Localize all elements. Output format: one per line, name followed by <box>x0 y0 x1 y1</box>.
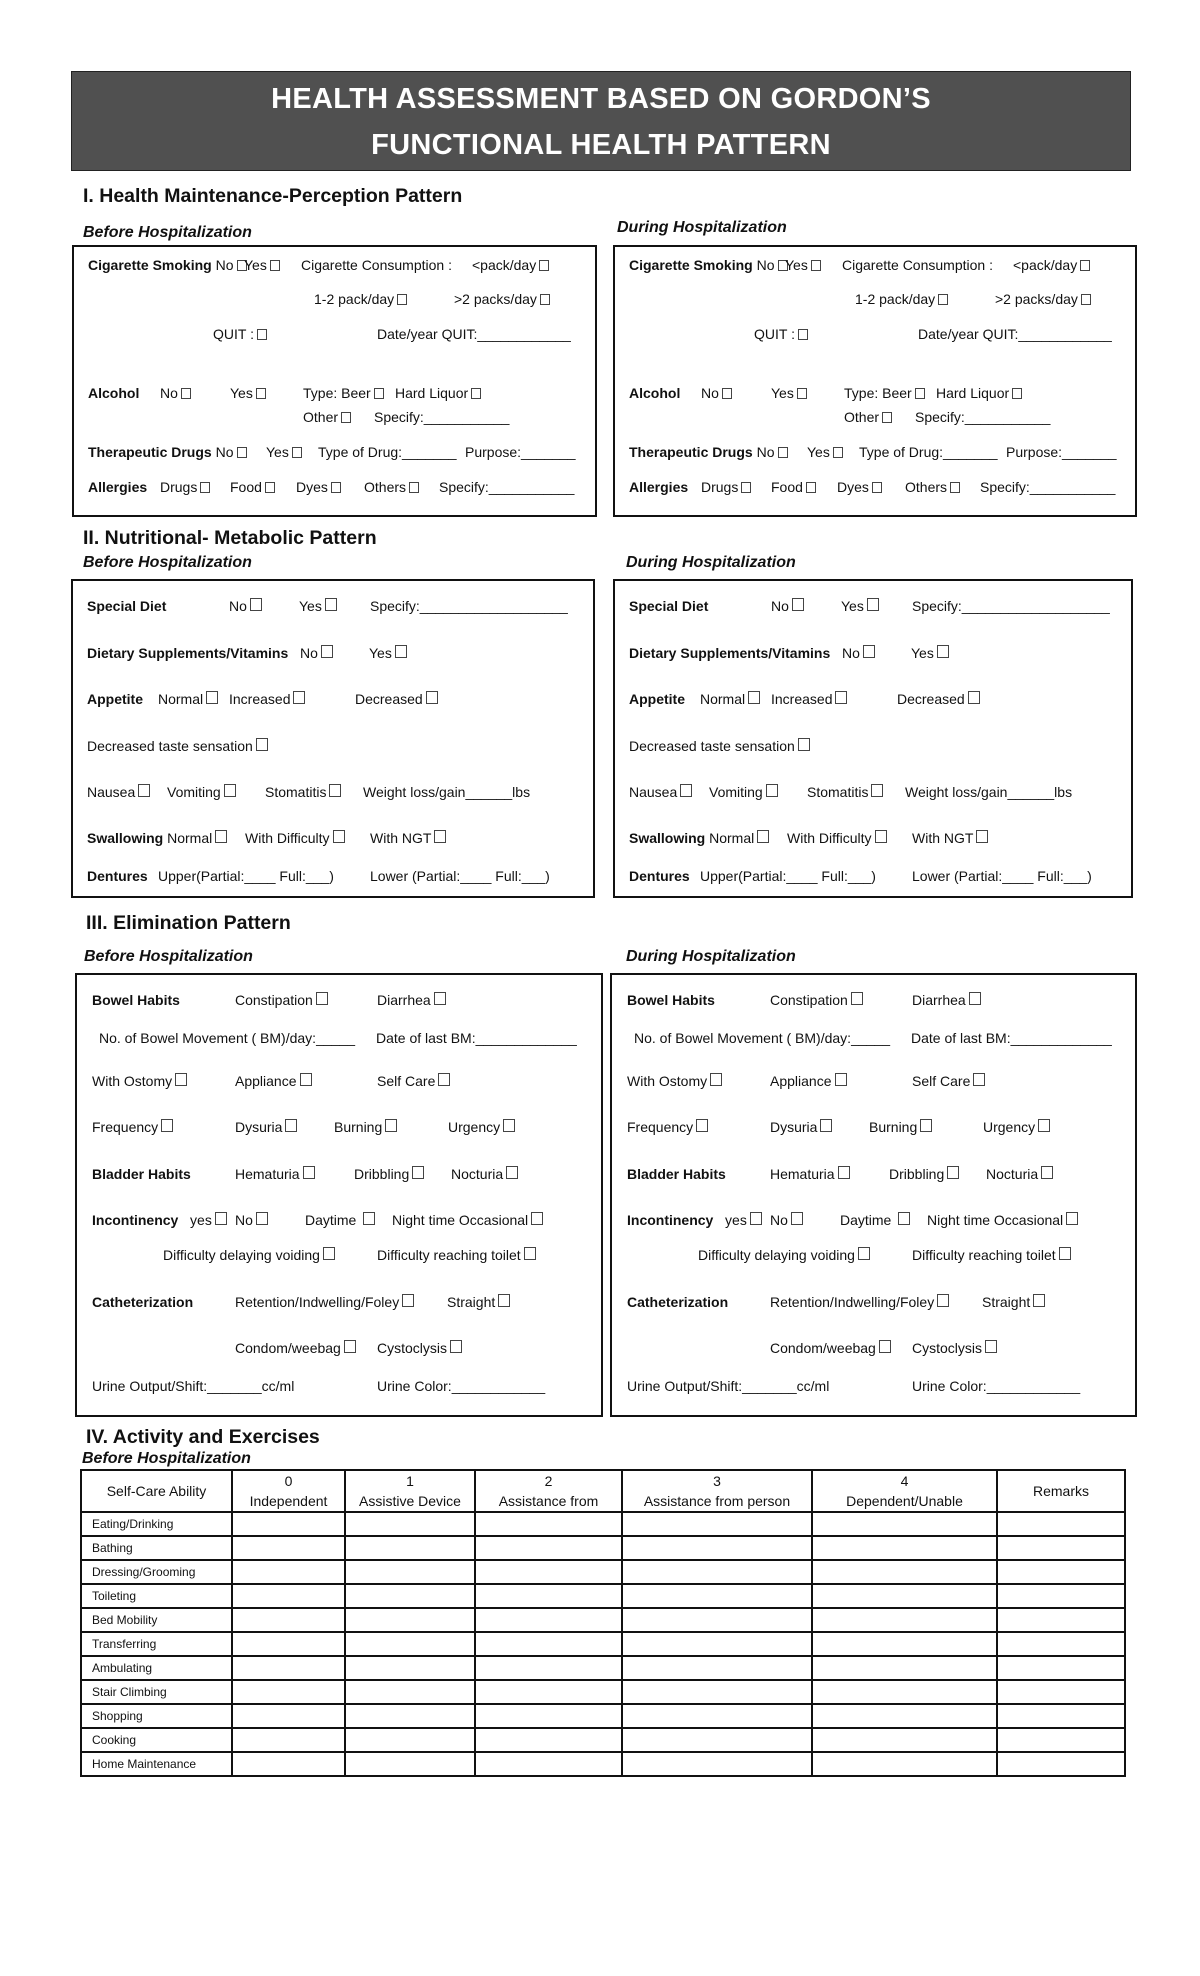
condom-checkbox[interactable] <box>879 1340 891 1353</box>
diet-no-checkbox[interactable] <box>250 598 262 611</box>
s3-during-box: Bowel Habits Constipation Diarrhea No. of Bowel Movement ( BM)/day:_____ Date of last BM:_____________ With Ostomy Appliance Self Care Frequency Dysuria Burning Urgency Bladder Habits Hematuria Dribbling Nocturia Incontinency yes No Daytime Night time Occasional Difficulty delaying voiding Difficulty reaching toilet Catheterization Retention/Indwelling/Foley Straight Condom/weebag Cystoclysis Urine Output/Shift:_______cc/ml Urine Color:____________ <box>610 973 1137 1417</box>
section-2-title: II. Nutritional- Metabolic Pattern <box>83 527 377 549</box>
table-row: Transferring <box>81 1632 1125 1656</box>
incontinency-yes-checkbox[interactable] <box>750 1212 762 1225</box>
urgency-checkbox[interactable] <box>503 1119 515 1132</box>
s1-before-label: Before Hospitalization <box>83 224 252 241</box>
allergy-food-checkbox[interactable] <box>265 482 275 493</box>
s1-during-label: During Hospitalization <box>617 219 787 236</box>
frequency-checkbox[interactable] <box>696 1119 708 1132</box>
appetite-normal-checkbox[interactable] <box>748 691 760 704</box>
dribbling-checkbox[interactable] <box>947 1166 959 1179</box>
reaching-checkbox[interactable] <box>1059 1247 1071 1260</box>
allergy-dyes-checkbox[interactable] <box>331 482 341 493</box>
drugs-no-checkbox[interactable] <box>237 447 247 458</box>
allergy-others-checkbox[interactable] <box>950 482 960 493</box>
header-line-1: HEALTH ASSESSMENT BASED ON GORDON’S <box>271 83 931 115</box>
table-row: Stair Climbing <box>81 1680 1125 1704</box>
allergy-food-checkbox[interactable] <box>806 482 816 493</box>
alcohol-yes-checkbox[interactable] <box>256 388 266 399</box>
daytime-checkbox[interactable] <box>898 1212 910 1225</box>
appetite-decreased-checkbox[interactable] <box>968 691 980 704</box>
s3-before-box: Bowel Habits Constipation Diarrhea No. of Bowel Movement ( BM)/day:_____ Date of last BM:_____________ With Ostomy Appliance Self Care Frequency Dysuria Burning Urgency Bladder Habits Hematuria Dribbling Nocturia Incontinency yes No Daytime Night time Occasional Difficulty delaying voiding Difficulty reaching toilet Catheterization Retention/Indwelling/Foley Straight Condom/weebag Cystoclysis Urine Output/Shift:_______cc/ml Urine Color:____________ <box>75 973 603 1417</box>
other-alcohol-checkbox[interactable] <box>341 412 351 423</box>
quit-checkbox[interactable] <box>798 329 808 340</box>
table-row: Ambulating <box>81 1656 1125 1680</box>
cystoclysis-checkbox[interactable] <box>985 1340 997 1353</box>
section-4-title: IV. Activity and Exercises <box>86 1426 320 1448</box>
table-row: Dressing/Grooming <box>81 1560 1125 1584</box>
hematuria-checkbox[interactable] <box>838 1166 850 1179</box>
self-care-checkbox[interactable] <box>438 1073 450 1086</box>
nausea-checkbox[interactable] <box>138 784 150 797</box>
retention-checkbox[interactable] <box>402 1294 414 1307</box>
condom-checkbox[interactable] <box>344 1340 356 1353</box>
constipation-checkbox[interactable] <box>316 992 328 1005</box>
appetite-decreased-checkbox[interactable] <box>426 691 438 704</box>
s2-during-box: Special Diet No Yes Specify:___________________ Dietary Supplements/Vitamins No Yes Appetite Normal Increased Decreased Decreased taste sensation Nausea Vomiting Stomatitis Weight loss/gain______lbs Swallowing Normal With Difficulty With NGT Dentures Upper(Partial:____ Full:___) Lower (Partial:____ Full:___) <box>613 579 1133 898</box>
allergy-others-checkbox[interactable] <box>409 482 419 493</box>
urgency-checkbox[interactable] <box>1038 1119 1050 1132</box>
cigarette-label: Cigarette Smoking <box>88 257 212 273</box>
diarrhea-checkbox[interactable] <box>434 992 446 1005</box>
self-care-checkbox[interactable] <box>973 1073 985 1086</box>
col-header: 3 Assistance from person <box>622 1470 812 1512</box>
section-1-title: I. Health Maintenance-Perception Pattern <box>83 185 463 207</box>
stomatitis-checkbox[interactable] <box>329 784 341 797</box>
table-row: Bathing <box>81 1536 1125 1560</box>
appetite-normal-checkbox[interactable] <box>206 691 218 704</box>
col-header: 2 Assistance from <box>475 1470 622 1512</box>
col-header: 1 Assistive Device <box>345 1470 475 1512</box>
s3-before-label: Before Hospitalization <box>84 948 253 965</box>
diet-no-checkbox[interactable] <box>792 598 804 611</box>
col-header: Self-Care Ability <box>81 1470 232 1512</box>
one-two-pack-checkbox[interactable] <box>938 294 948 305</box>
one-two-pack-checkbox[interactable] <box>397 294 407 305</box>
swallow-normal-checkbox[interactable] <box>757 830 769 843</box>
allergy-drugs-checkbox[interactable] <box>200 482 210 493</box>
incontinency-no-checkbox[interactable] <box>791 1212 803 1225</box>
swallow-difficulty-checkbox[interactable] <box>333 830 345 843</box>
alcohol-no-checkbox[interactable] <box>722 388 732 399</box>
s2-before-box: Special Diet No Yes Specify:___________________ Dietary Supplements/Vitamins No Yes Appetite Normal Increased Decreased Decreased taste sensation Nausea Vomiting Stomatitis Weight loss/gain______lbs Swallowing Normal With Difficulty With NGT Dentures Upper(Partial:____ Full:___) Lower (Partial:____ Full:___) <box>71 579 595 898</box>
activity-table <box>80 1469 1126 1777</box>
incontinency-no-checkbox[interactable] <box>256 1212 268 1225</box>
gt-two-pack-checkbox[interactable] <box>1081 294 1091 305</box>
straight-checkbox[interactable] <box>1033 1294 1045 1307</box>
col-header: 0 Independent <box>232 1470 345 1512</box>
frequency-checkbox[interactable] <box>161 1119 173 1132</box>
nocturia-checkbox[interactable] <box>506 1166 518 1179</box>
appliance-checkbox[interactable] <box>835 1073 847 1086</box>
section-3-title: III. Elimination Pattern <box>86 912 291 934</box>
allergy-dyes-checkbox[interactable] <box>872 482 882 493</box>
appetite-increased-checkbox[interactable] <box>835 691 847 704</box>
reaching-checkbox[interactable] <box>524 1247 536 1260</box>
cig-yes-checkbox[interactable] <box>270 260 280 271</box>
diarrhea-checkbox[interactable] <box>969 992 981 1005</box>
table-row: Bed Mobility <box>81 1608 1125 1632</box>
lt-pack-checkbox[interactable] <box>1080 260 1090 271</box>
form-header <box>71 71 1131 171</box>
col-header: 4 Dependent/Unable <box>812 1470 997 1512</box>
table-row: Home Maintenance <box>81 1752 1125 1776</box>
appetite-increased-checkbox[interactable] <box>293 691 305 704</box>
supplements-no-checkbox[interactable] <box>863 645 875 658</box>
alcohol-yes-checkbox[interactable] <box>797 388 807 399</box>
beer-checkbox[interactable] <box>915 388 925 399</box>
burning-checkbox[interactable] <box>920 1119 932 1132</box>
s3-during-label: During Hospitalization <box>626 948 796 965</box>
dysuria-checkbox[interactable] <box>285 1119 297 1132</box>
daytime-checkbox[interactable] <box>363 1212 375 1225</box>
s1-before-box: Cigarette Smoking No Yes Cigarette Consumption : <pack/day 1-2 pack/day >2 packs/day QUIT : Date/year QUIT:____________ Alcohol No Yes Type: Beer Hard Liquor Other Specify:___________ Therapeutic Drugs No Yes Type of Drug:_______ Purpose:_______ Allergies Drugs Food Dyes Others Specify:___________ <box>72 245 597 517</box>
constipation-checkbox[interactable] <box>851 992 863 1005</box>
dribbling-checkbox[interactable] <box>412 1166 424 1179</box>
dysuria-checkbox[interactable] <box>820 1119 832 1132</box>
incontinency-yes-checkbox[interactable] <box>215 1212 227 1225</box>
s2-before-label: Before Hospitalization <box>83 554 252 571</box>
ostomy-checkbox[interactable] <box>175 1073 187 1086</box>
delaying-checkbox[interactable] <box>323 1247 335 1260</box>
hematuria-checkbox[interactable] <box>303 1166 315 1179</box>
drugs-no-checkbox[interactable] <box>778 447 788 458</box>
nausea-checkbox[interactable] <box>680 784 692 797</box>
gt-two-pack-checkbox[interactable] <box>540 294 550 305</box>
supplements-yes-checkbox[interactable] <box>937 645 949 658</box>
night-checkbox[interactable] <box>1066 1212 1078 1225</box>
swallow-ngt-checkbox[interactable] <box>976 830 988 843</box>
appliance-checkbox[interactable] <box>300 1073 312 1086</box>
other-alcohol-checkbox[interactable] <box>882 412 892 423</box>
supplements-yes-checkbox[interactable] <box>395 645 407 658</box>
table-row: Cooking <box>81 1728 1125 1752</box>
liquor-checkbox[interactable] <box>1012 388 1022 399</box>
swallow-difficulty-checkbox[interactable] <box>875 830 887 843</box>
alcohol-no-checkbox[interactable] <box>181 388 191 399</box>
supplements-no-checkbox[interactable] <box>321 645 333 658</box>
col-header: Remarks <box>997 1470 1125 1512</box>
straight-checkbox[interactable] <box>498 1294 510 1307</box>
liquor-checkbox[interactable] <box>471 388 481 399</box>
quit-checkbox[interactable] <box>257 329 267 340</box>
diet-yes-checkbox[interactable] <box>867 598 879 611</box>
drugs-yes-checkbox[interactable] <box>833 447 843 458</box>
taste-checkbox[interactable] <box>256 738 268 751</box>
nocturia-checkbox[interactable] <box>1041 1166 1053 1179</box>
lt-pack-checkbox[interactable] <box>539 260 549 271</box>
vomiting-checkbox[interactable] <box>766 784 778 797</box>
table-row: Toileting <box>81 1584 1125 1608</box>
night-checkbox[interactable] <box>531 1212 543 1225</box>
stomatitis-checkbox[interactable] <box>871 784 883 797</box>
vomiting-checkbox[interactable] <box>224 784 236 797</box>
cystoclysis-checkbox[interactable] <box>450 1340 462 1353</box>
swallow-normal-checkbox[interactable] <box>215 830 227 843</box>
diet-yes-checkbox[interactable] <box>325 598 337 611</box>
taste-checkbox[interactable] <box>798 738 810 751</box>
header-line-2: FUNCTIONAL HEALTH PATTERN <box>371 129 831 161</box>
drugs-yes-checkbox[interactable] <box>292 447 302 458</box>
table-row: Shopping <box>81 1704 1125 1728</box>
beer-checkbox[interactable] <box>374 388 384 399</box>
cig-yes-checkbox[interactable] <box>811 260 821 271</box>
ostomy-checkbox[interactable] <box>710 1073 722 1086</box>
swallow-ngt-checkbox[interactable] <box>434 830 446 843</box>
s2-during-label: During Hospitalization <box>626 554 796 571</box>
table-row: Eating/Drinking <box>81 1512 1125 1536</box>
delaying-checkbox[interactable] <box>858 1247 870 1260</box>
allergy-drugs-checkbox[interactable] <box>741 482 751 493</box>
retention-checkbox[interactable] <box>937 1294 949 1307</box>
s1-during-box: Cigarette Smoking No Yes Cigarette Consumption : <pack/day 1-2 pack/day >2 packs/day QUIT : Date/year QUIT:____________ Alcohol No Yes Type: Beer Hard Liquor Other Specify:___________ Therapeutic Drugs No Yes Type of Drug:_______ Purpose:_______ Allergies Drugs Food Dyes Others Specify:___________ <box>613 245 1137 517</box>
s4-before-label: Before Hospitalization <box>82 1450 251 1467</box>
burning-checkbox[interactable] <box>385 1119 397 1132</box>
